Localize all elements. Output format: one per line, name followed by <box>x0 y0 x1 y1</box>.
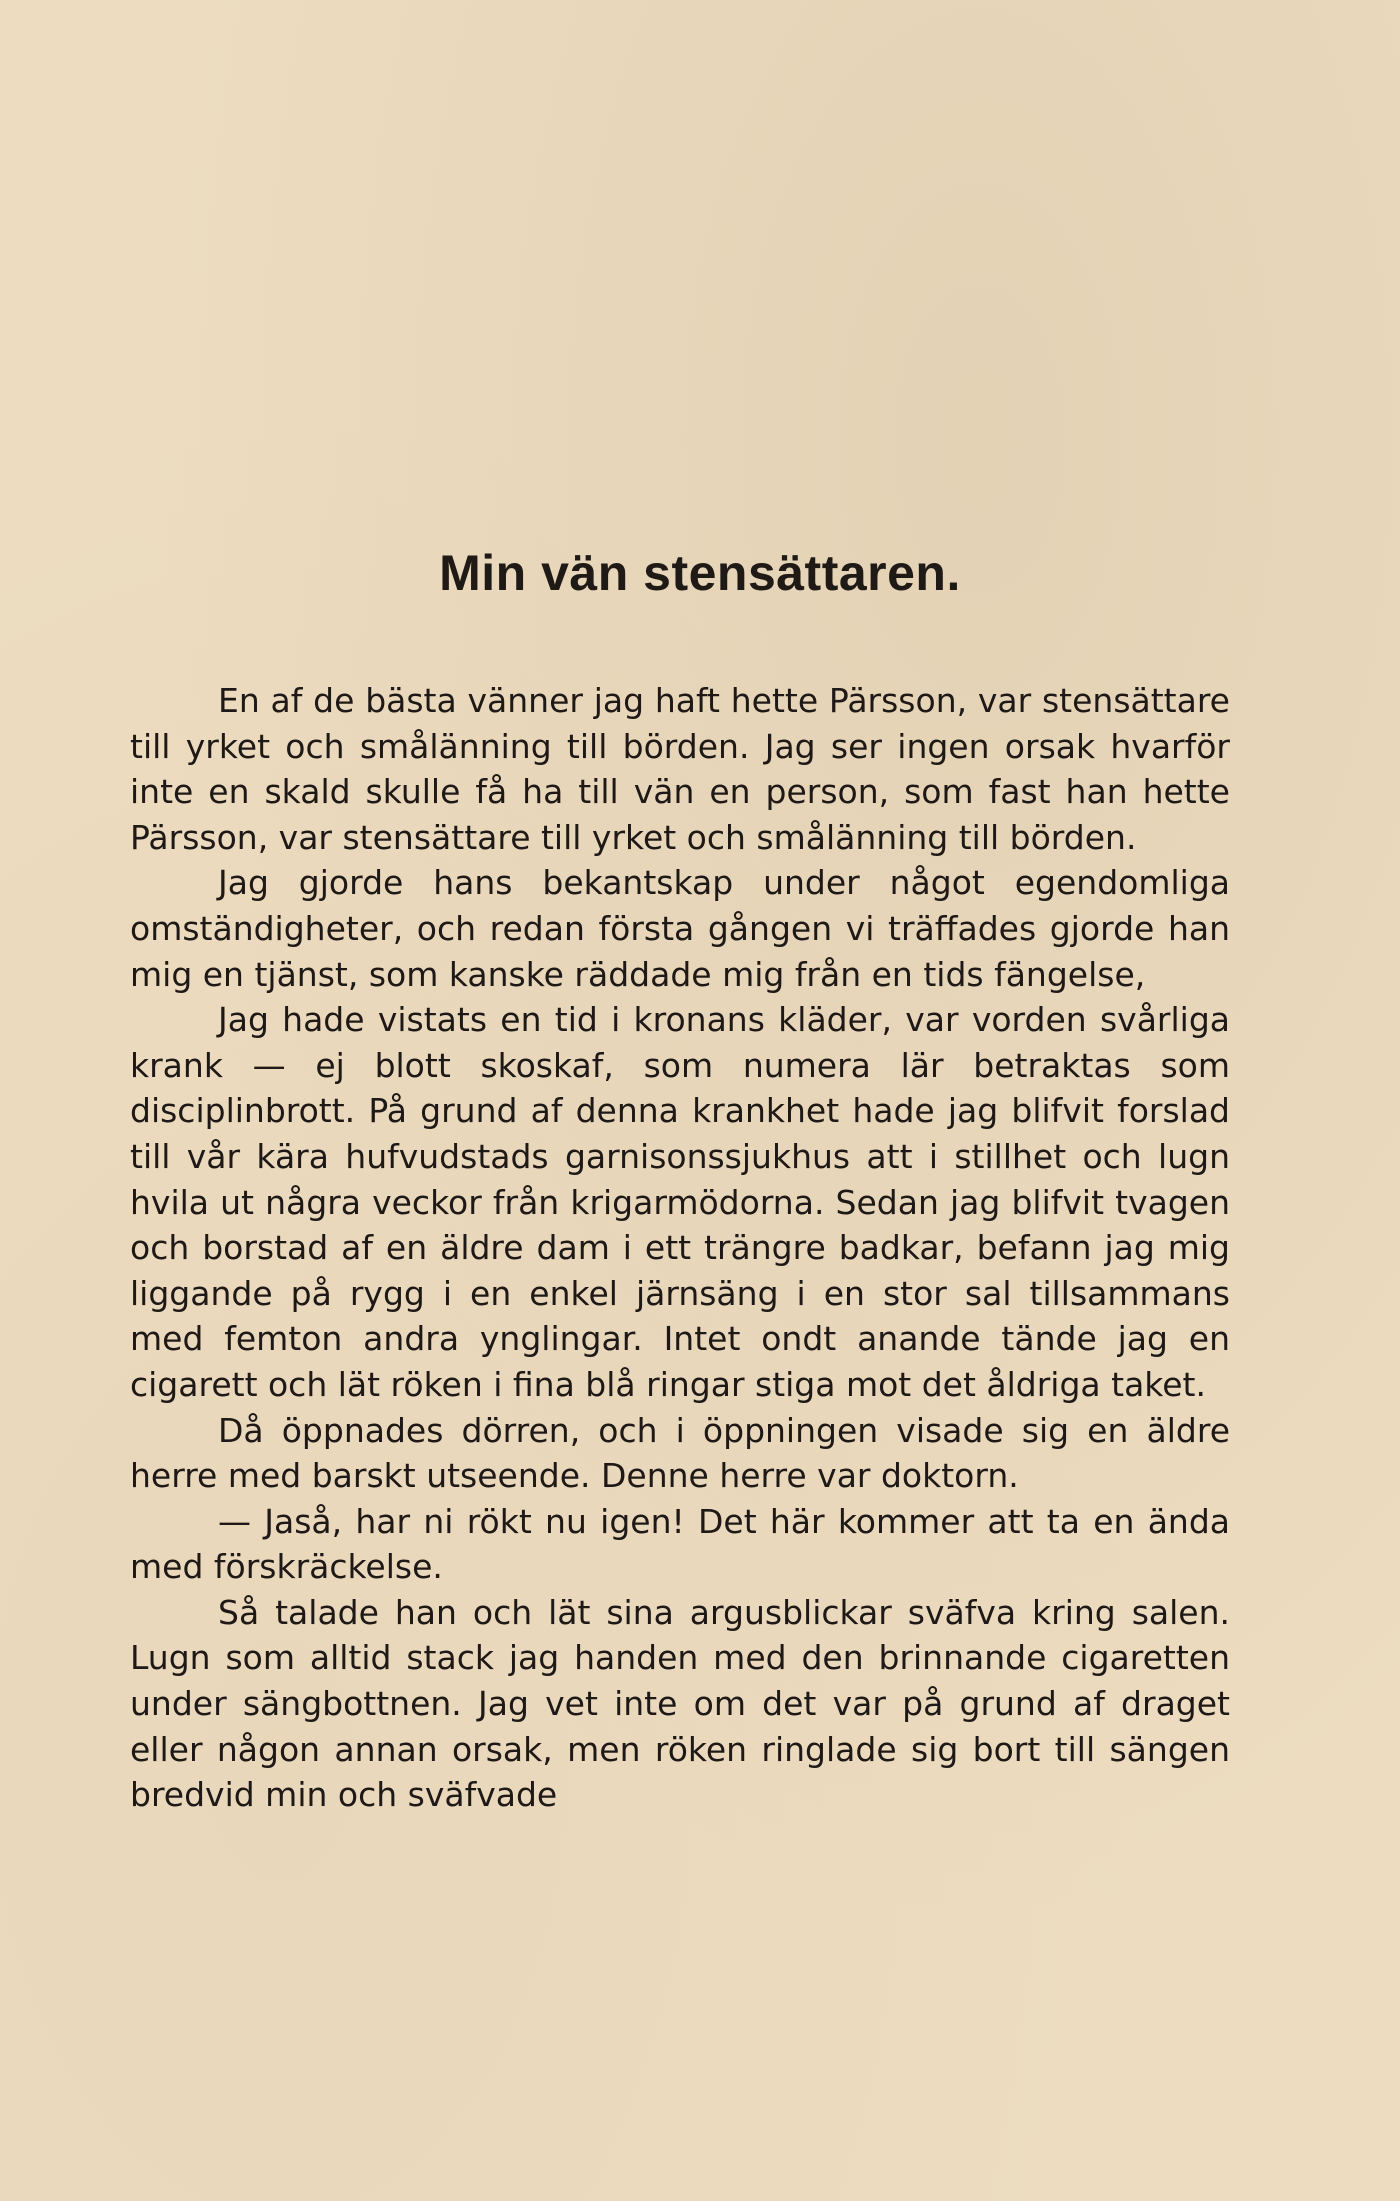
chapter-title: Min vän stensättaren. <box>439 544 961 601</box>
chapter-body <box>130 678 1230 1818</box>
paragraph-2: Jag gjorde hans bekantskap under något egendomliga omständigheter, och redan första gången vi träffades gjorde han mig en tjänst, som kanske räddade mig från en tids fängelse, <box>130 863 1230 994</box>
paragraph-6: Så talade han och lät sina argusblickar sväfva kring salen. Lugn som alltid stack jag handen med den brinnande cigaretten under sängbottnen. Jag vet inte om det var på grund af draget eller någon annan orsak, men röken ringlade sig bort till sängen bredvid min och sväfvade <box>130 1592 1230 1815</box>
paragraph-5: — Jaså, har ni rökt nu igen! Det här kommer att ta en ända med förskräckelse. <box>130 1501 1230 1587</box>
paragraph-1: En af de bästa vänner jag haft hette Pärsson, var stensättare till yrket och smålänning till börden. Jag ser ingen orsak hvarför inte en skald skulle få ha till vän en person, som fast han hette Pärsson, var stensättare till yrket och smålänning till börden. <box>130 681 1230 857</box>
paragraph-3: Jag hade vistats en tid i kronans kläder, var vorden svårliga krank — ej blott skoskaf, som numera lär betraktas som disciplinbrott. På grund af denna krankhet hade jag blifvit forslad till vår kära hufvudstads garnisonssjukhus att i stillhet och lugn hvila ut några veckor från krigarmödorna. Sedan jag blifvit tvagen och borstad af en äldre dam i ett trängre badkar, befann jag mig liggande på rygg i en enkel järnsäng i en stor sal tillsammans med femton andra ynglingar. Intet ondt anande tände jag en cigarett och lät röken i fina blå ringar stiga mot det åldriga taket. <box>130 1000 1230 1404</box>
paragraph-4: Då öppnades dörren, och i öppningen visade sig en äldre herre med barskt utseende. Denne herre var doktorn. <box>130 1410 1230 1496</box>
